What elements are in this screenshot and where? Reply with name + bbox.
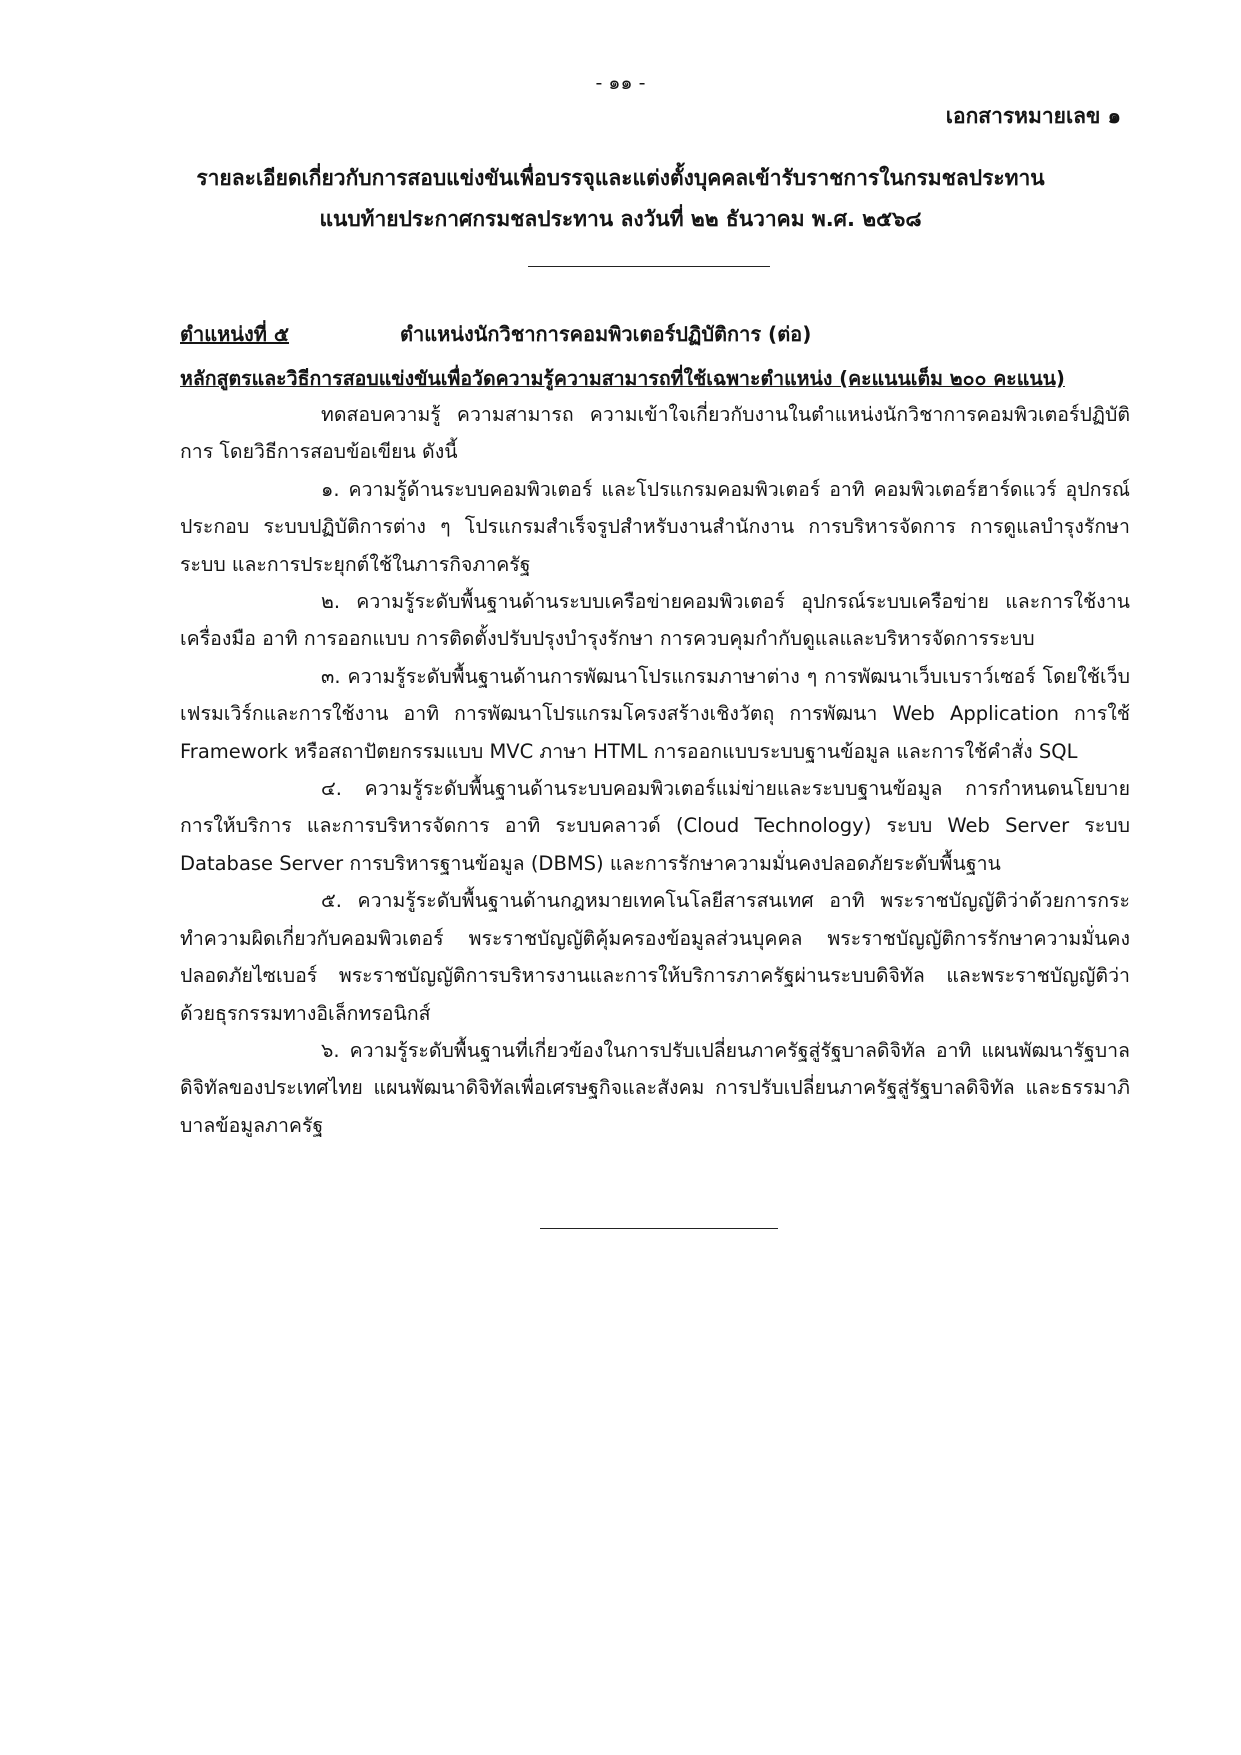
title-line-2: แนบท้ายประกาศกรมชลประทาน ลงวันที่ ๒๒ ธันวาคม พ.ศ. ๒๕๖๘ xyxy=(319,207,922,231)
divider-bottom xyxy=(540,1228,778,1229)
list-item: ๑. ความรู้ด้านระบบคอมพิวเตอร์ และโปรแกรมคอมพิวเตอร์ อาทิ คอมพิวเตอร์ฮาร์ดแวร์ อุปกรณ์ประกอบ ระบบปฏิบัติการต่าง ๆ โปรแกรมสำเร็จรูปสำหรับงานสำนักงาน การบริหารจัดการ การดูแลบำรุงรักษาระบบ และการประยุกต์ใช้ในภารกิจภาครัฐ xyxy=(180,477,1130,576)
document-title xyxy=(140,158,1101,240)
intro-paragraph: ทดสอบความรู้ ความสามารถ ความเข้าใจเกี่ยวกับงานในตำแหน่งนักวิชาการคอมพิวเตอร์ปฏิบัติการ โดยวิธีการสอบข้อเขียน ดังนี้ xyxy=(180,403,1130,464)
position-line xyxy=(180,318,812,350)
title-line-1: รายละเอียดเกี่ยวกับการสอบแข่งขันเพื่อบรรจุและแต่งตั้งบุคคลเข้ารับราชการในกรมชลประทาน xyxy=(196,166,1045,190)
position-label: ตำแหน่งที่ ๕ xyxy=(180,322,290,346)
document-reference: เอกสารหมายเลข ๑ xyxy=(945,104,1121,128)
list-item: ๕. ความรู้ระดับพื้นฐานด้านกฎหมายเทคโนโลยีสารสนเทศ อาทิ พระราชบัญญัติว่าด้วยการกระทำความผิดเกี่ยวกับคอมพิวเตอร์ พระราชบัญญัติคุ้มครองข้อมูลส่วนบุคคล พระราชบัญญัติการรักษาความมั่นคงปลอดภัยไซเบอร์ พระราชบัญญัติการบริหารงานและการให้บริการภาครัฐผ่านระบบดิจิทัล และพระราชบัญญัติว่าด้วยธุรกรรมทางอิเล็กทรอนิกส์ xyxy=(180,889,1130,1025)
list-item: ๒. ความรู้ระดับพื้นฐานด้านระบบเครือข่ายคอมพิวเตอร์ อุปกรณ์ระบบเครือข่าย และการใช้งานเครื่องมือ อาทิ การออกแบบ การติดตั้งปรับปรุงบำรุงรักษา การควบคุมกำกับดูแลและบริหารจัดการระบบ xyxy=(180,590,1130,651)
body-text xyxy=(180,396,1130,1144)
list-item: ๔. ความรู้ระดับพื้นฐานด้านระบบคอมพิวเตอร์แม่ข่ายและระบบฐานข้อมูล การกำหนดนโยบายการให้บริการ และการบริหารจัดการ อาทิ ระบบคลาวด์ (Cloud Technology) ระบบ Web Server ระบบ Database Server การบริหารฐานข้อมูล (DBMS) และการรักษาความมั่นคงปลอดภัยระดับพื้นฐาน xyxy=(180,777,1130,875)
divider-top xyxy=(528,266,770,267)
list-item: ๓. ความรู้ระดับพื้นฐานด้านการพัฒนาโปรแกรมภาษาต่าง ๆ การพัฒนาเว็บเบราว์เซอร์ โดยใช้เว็บเฟรมเวิร์กและการใช้งาน อาทิ การพัฒนาโปรแกรมโครงสร้างเชิงวัตถุ การพัฒนา Web Application การใช้ Framework หรือสถาปัตยกรรมแบบ MVC ภาษา HTML การออกแบบระบบฐานข้อมูล และการใช้คำสั่ง SQL xyxy=(180,664,1130,763)
section-heading: หลักสูตรและวิธีการสอบแข่งขันเพื่อวัดความรู้ความสามารถที่ใช้เฉพาะตำแหน่ง (คะแนนเต็ม ๒๐๐ คะแนน) xyxy=(180,367,1065,390)
position-title: ตำแหน่งนักวิชาการคอมพิวเตอร์ปฏิบัติการ (ต่อ) xyxy=(400,322,812,346)
page-number: - ๑๑ - xyxy=(595,72,646,94)
list-item: ๖. ความรู้ระดับพื้นฐานที่เกี่ยวข้องในการปรับเปลี่ยนภาครัฐสู่รัฐบาลดิจิทัล อาทิ แผนพัฒนารัฐบาลดิจิทัลของประเทศไทย แผนพัฒนาดิจิทัลเพื่อเศรษฐกิจและสังคม การปรับเปลี่ยนภาครัฐสู่รัฐบาลดิจิทัล และธรรมาภิบาลข้อมูลภาครัฐ xyxy=(180,1038,1130,1137)
